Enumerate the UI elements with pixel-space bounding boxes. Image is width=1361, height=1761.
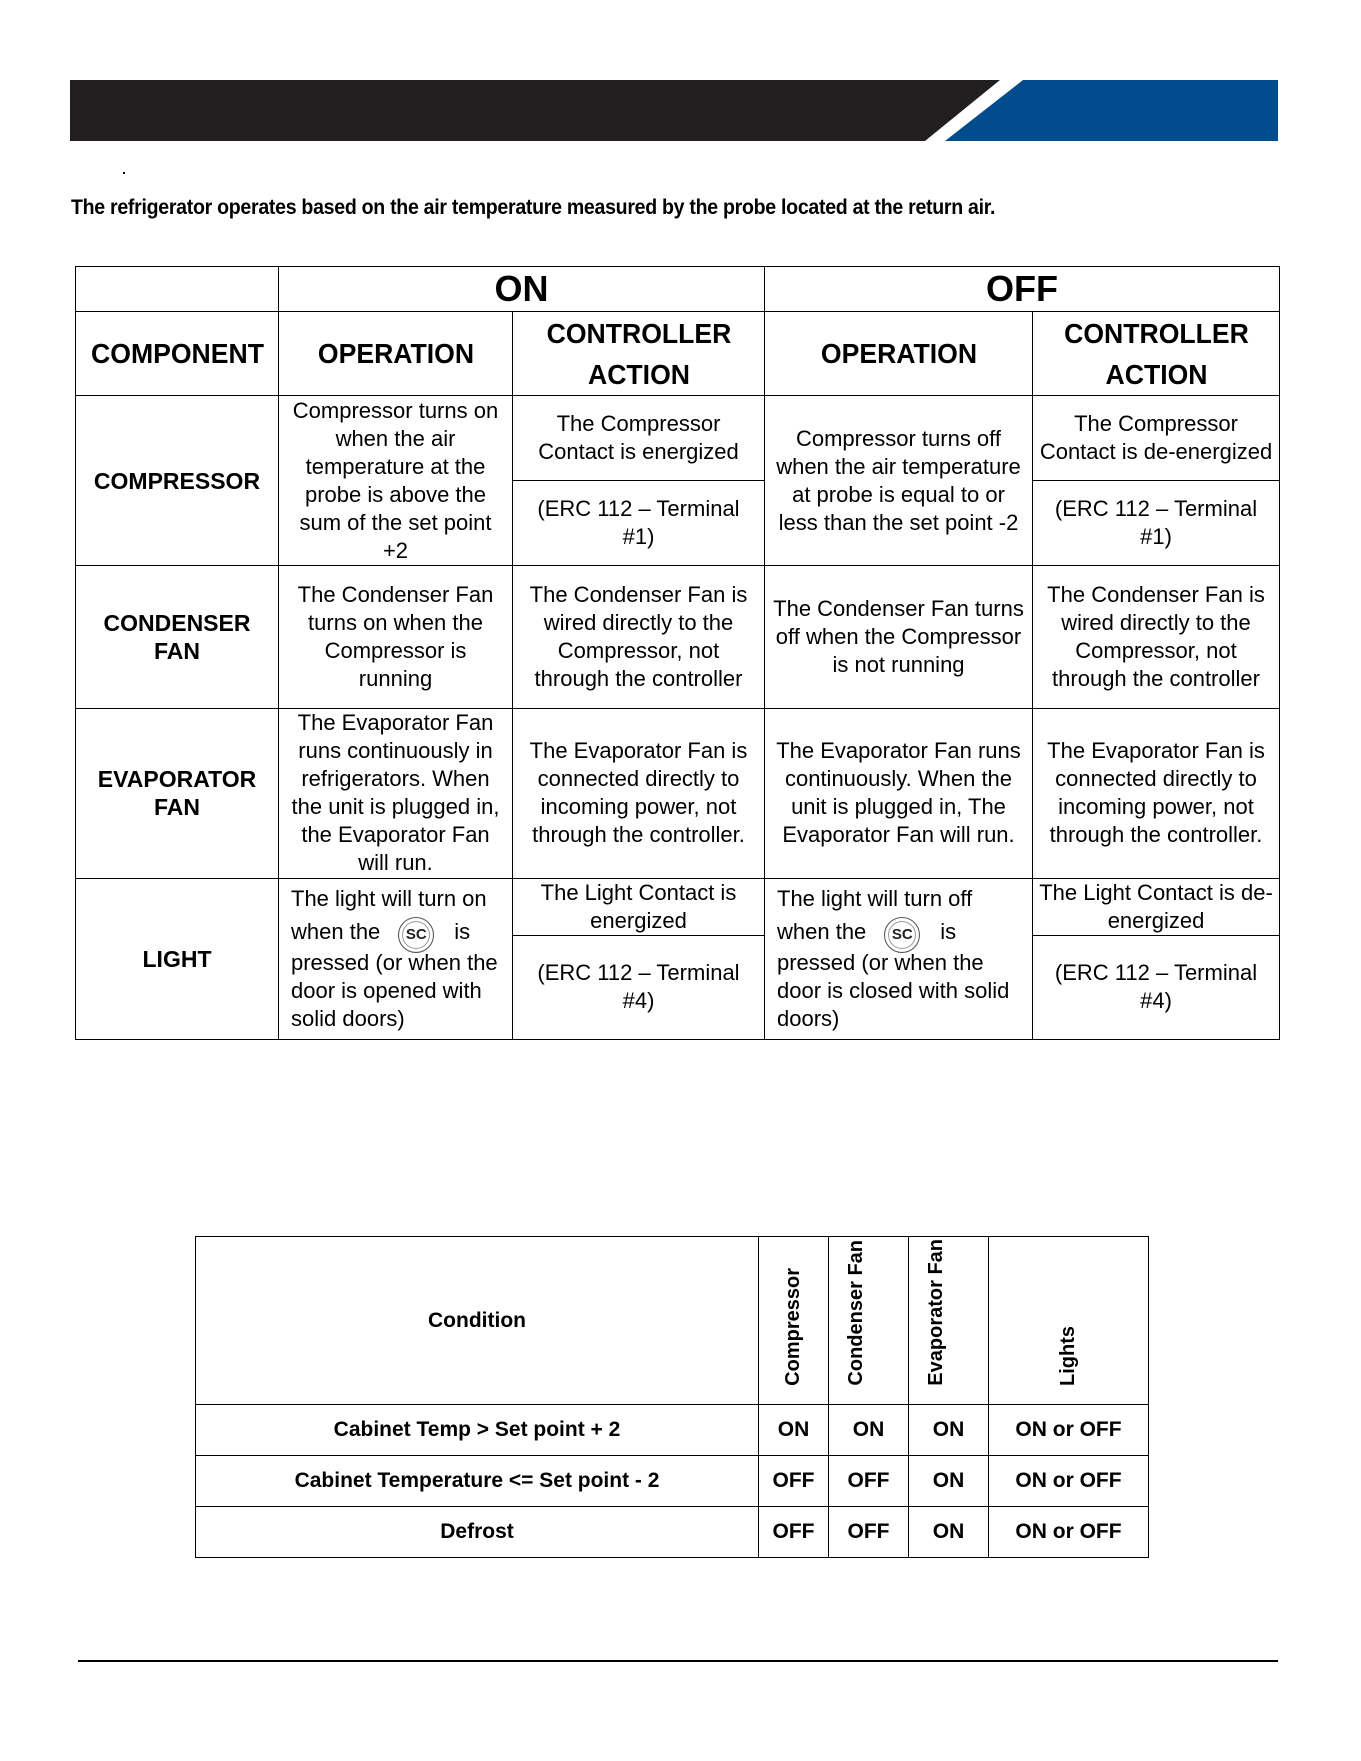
off-operation-header: OPERATION bbox=[771, 312, 1026, 396]
condenser-cell: OFF bbox=[829, 1456, 909, 1507]
light-off-rest: pressed (or when the door is closed with solid doors) bbox=[777, 949, 1010, 1031]
off-header: OFF bbox=[765, 267, 1280, 312]
condition-table bbox=[195, 1236, 1149, 1558]
on-controller-action-header: CONTROLLER ACTION bbox=[519, 312, 758, 396]
evaporator-off-operation: The Evaporator Fan runs continuously. When the unit is plugged in, The Evaporator Fan will run. bbox=[765, 709, 1033, 878]
header-banner bbox=[70, 80, 1278, 141]
compressor-off-terminal: (ERC 112 – Terminal #1) bbox=[1033, 481, 1280, 566]
condenser-off-action: The Condenser Fan is wired directly to the Compressor, not through the controller bbox=[1033, 565, 1280, 708]
intro-text: The refrigerator operates based on the air temperature measured by the probe located at the return air. bbox=[71, 196, 996, 219]
compressor-on-operation: Compressor turns on when the air temperature at the probe is above the sum of the set point +2 bbox=[279, 396, 513, 565]
lights-header: Lights bbox=[1057, 1326, 1079, 1386]
condition-cell: Cabinet Temperature <= Set point - 2 bbox=[196, 1456, 759, 1507]
table-row bbox=[196, 1456, 1149, 1507]
light-on-terminal: (ERC 112 – Terminal #4) bbox=[513, 935, 765, 1039]
light-on-when: when the bbox=[291, 918, 381, 944]
blank-header-cell bbox=[76, 267, 279, 312]
light-off-terminal: (ERC 112 – Terminal #4) bbox=[1033, 935, 1280, 1039]
sc-button-icon: SC bbox=[398, 917, 434, 953]
evaporator-cell: ON bbox=[909, 1456, 989, 1507]
light-on-is: is bbox=[454, 918, 471, 944]
condenser-on-action: The Condenser Fan is wired directly to the Compressor, not through the controller bbox=[513, 565, 765, 708]
condenser-cell: OFF bbox=[829, 1507, 909, 1558]
condition-header: Condition bbox=[196, 1237, 759, 1405]
condition-cell: Cabinet Temp > Set point + 2 bbox=[196, 1405, 759, 1456]
light-on-line1: The light will turn on bbox=[291, 885, 487, 911]
compressor-cell: ON bbox=[759, 1405, 829, 1456]
operation-table bbox=[75, 266, 1280, 1040]
condenser-fan-header: Condenser Fan bbox=[844, 1240, 867, 1386]
condenser-cell: ON bbox=[829, 1405, 909, 1456]
condenser-fan-label: CONDENSER FAN bbox=[76, 565, 279, 708]
lights-cell: ON or OFF bbox=[989, 1507, 1149, 1558]
stray-mark bbox=[123, 172, 125, 174]
component-header: COMPONENT bbox=[81, 312, 274, 396]
light-on-action: The Light Contact is energized bbox=[513, 878, 765, 935]
evaporator-cell: ON bbox=[909, 1507, 989, 1558]
banner-dark-band bbox=[70, 80, 1000, 141]
evaporator-on-action: The Evaporator Fan is connected directly to incoming power, not through the controller. bbox=[513, 709, 765, 878]
light-off-line1: The light will turn off bbox=[777, 885, 973, 911]
light-off-operation bbox=[765, 878, 1033, 1039]
evaporator-on-operation: The Evaporator Fan runs continuously in refrigerators. When the unit is plugged in, the Evaporator Fan will run. bbox=[279, 709, 513, 878]
lights-cell: ON or OFF bbox=[989, 1405, 1149, 1456]
compressor-label: COMPRESSOR bbox=[76, 396, 279, 565]
light-on-operation bbox=[279, 878, 513, 1039]
compressor-on-action: The Compressor Contact is energized bbox=[513, 396, 765, 481]
evaporator-fan-header: Evaporator Fan bbox=[924, 1239, 947, 1386]
on-header: ON bbox=[279, 267, 765, 312]
light-off-is: is bbox=[940, 918, 957, 944]
condenser-on-operation: The Condenser Fan turns on when the Compressor is running bbox=[279, 565, 513, 708]
lights-cell: ON or OFF bbox=[989, 1456, 1149, 1507]
table-row bbox=[196, 1507, 1149, 1558]
compressor-off-action: The Compressor Contact is de-energized bbox=[1033, 396, 1280, 481]
evaporator-cell: ON bbox=[909, 1405, 989, 1456]
compressor-on-terminal: (ERC 112 – Terminal #1) bbox=[513, 481, 765, 566]
banner-blue-band bbox=[945, 80, 1278, 141]
footer-divider bbox=[78, 1660, 1278, 1662]
condenser-off-operation: The Condenser Fan turns off when the Compressor is not running bbox=[765, 565, 1033, 708]
evaporator-off-action: The Evaporator Fan is connected directly to incoming power, not through the controller. bbox=[1033, 709, 1280, 878]
compressor-cell: OFF bbox=[759, 1456, 829, 1507]
light-on-rest: pressed (or when the door is opened with solid doors) bbox=[291, 949, 498, 1031]
sc-button-icon: SC bbox=[884, 917, 920, 953]
off-controller-action-header: CONTROLLER ACTION bbox=[1039, 312, 1274, 396]
compressor-header: Compressor bbox=[782, 1268, 804, 1386]
compressor-off-operation: Compressor turns off when the air temperature at probe is equal to or less than the set point -2 bbox=[765, 396, 1033, 565]
evaporator-fan-label: EVAPORATOR FAN bbox=[76, 709, 279, 878]
light-off-action: The Light Contact is de-energized bbox=[1033, 878, 1280, 935]
table-row bbox=[196, 1405, 1149, 1456]
compressor-cell: OFF bbox=[759, 1507, 829, 1558]
on-operation-header: OPERATION bbox=[284, 312, 506, 396]
light-label: LIGHT bbox=[76, 878, 279, 1039]
light-off-when: when the bbox=[777, 918, 867, 944]
condition-cell: Defrost bbox=[196, 1507, 759, 1558]
